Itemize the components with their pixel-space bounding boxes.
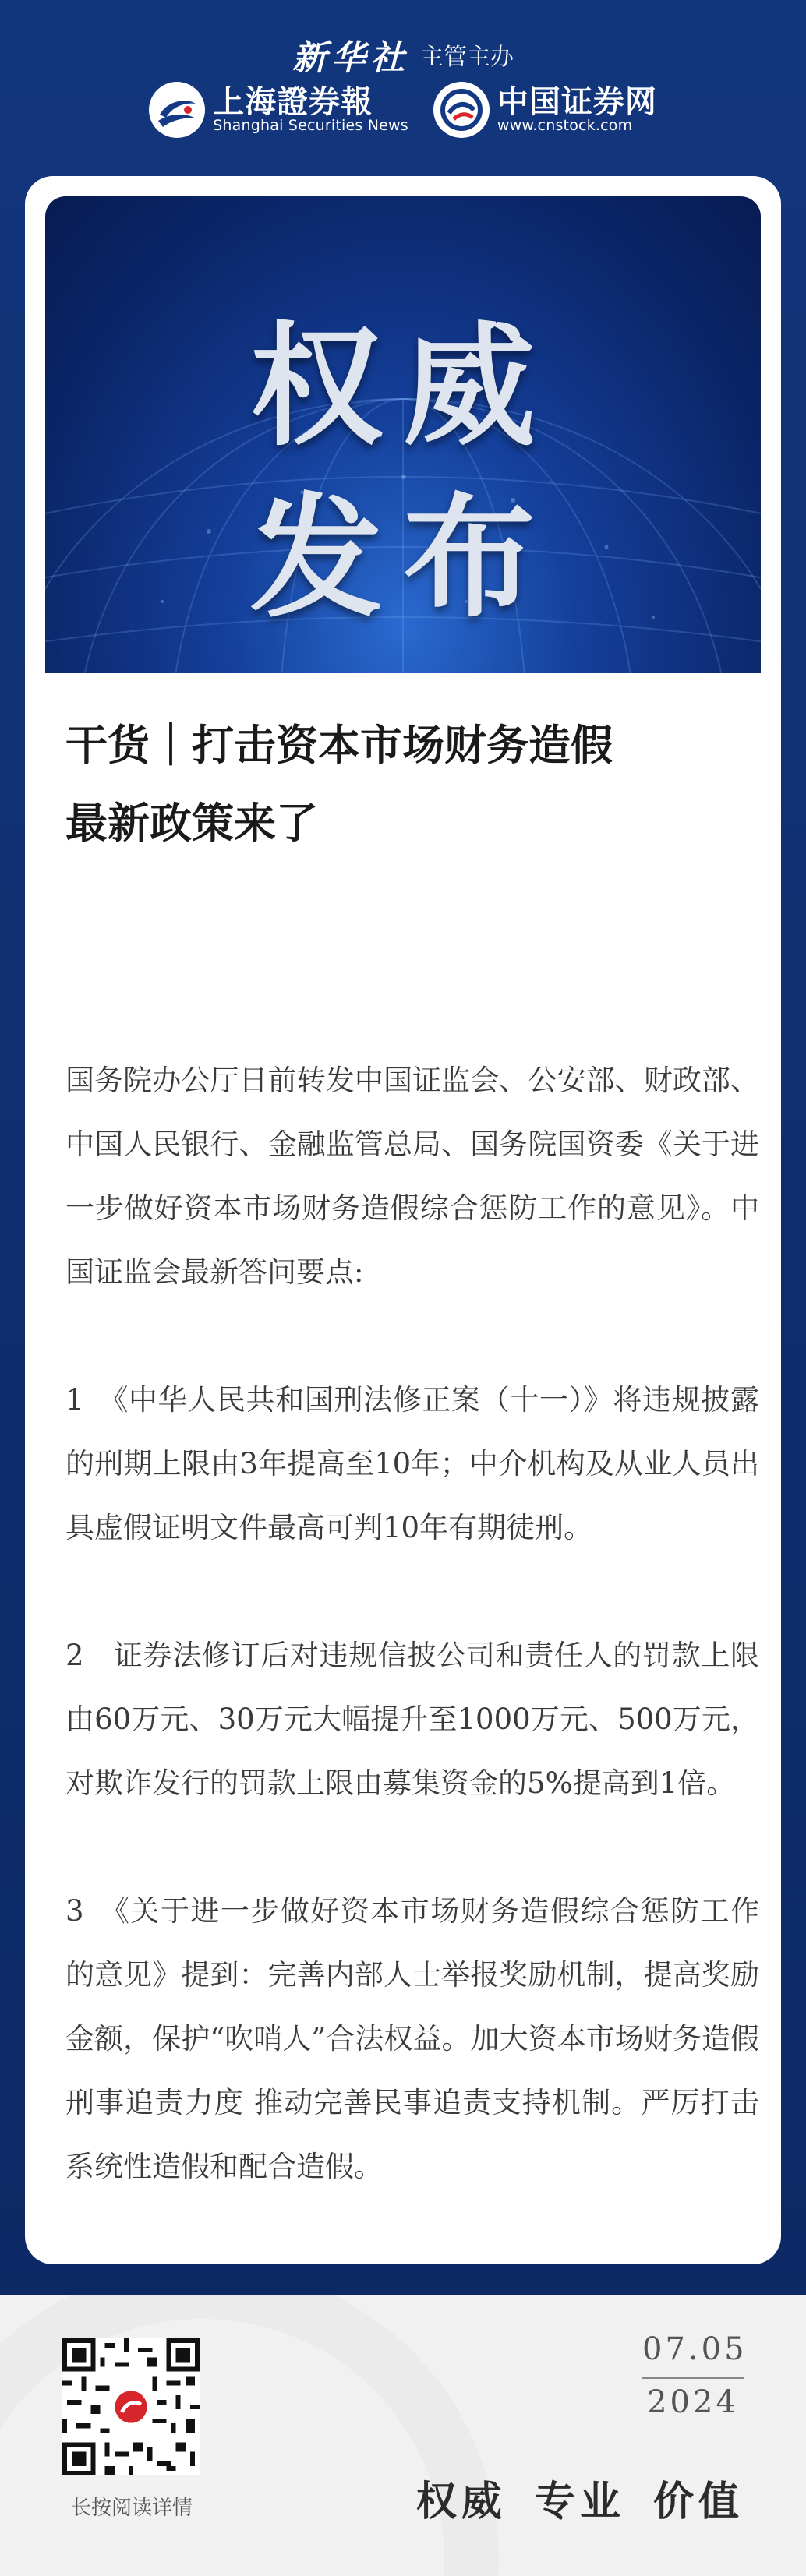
banner-title-line: 发布 xyxy=(249,482,556,636)
article-headline xyxy=(65,706,759,862)
sponsor-text: 主管主办 xyxy=(420,44,514,71)
banner-image xyxy=(45,196,761,673)
brand-cnstock xyxy=(433,82,657,138)
brand-name-en: www.cnstock.com xyxy=(497,117,633,135)
banner-title xyxy=(45,302,761,644)
article-point-1: 1 《中华人民共和国刑法修正案（十一）》将违规披露的刑期上限由3年提高至10年；中介机构及从业人员出具虚假证明文件最高可判10年有期徒刑。 xyxy=(65,1383,759,1544)
sse-swoosh-icon xyxy=(149,82,205,138)
article-body xyxy=(65,1049,759,2263)
brand-name-cn: 上海證券報 xyxy=(213,84,373,121)
brand-shanghai-securities-news xyxy=(149,82,408,138)
qr-code-icon[interactable] xyxy=(62,2338,200,2475)
brand-name-en: Shanghai Securities News xyxy=(213,117,408,135)
footer xyxy=(0,2295,806,2576)
qr-caption: 长按阅读详情 xyxy=(70,2497,193,2520)
publisher-row xyxy=(0,30,806,79)
xinhua-logo: 新华社 xyxy=(292,38,409,78)
date-year: 2024 xyxy=(647,2384,739,2420)
article-point-2: 2 证券法修订后对违规信披公司和责任人的罚款上限由60万元、30万元大幅提升至1000万元、500万元，对欺诈发行的罚款上限由募集资金的5%提高到1倍。 xyxy=(65,1639,759,1800)
banner-title-line: 权威 xyxy=(249,310,556,464)
slogan: 权威 专业 价值 xyxy=(415,2478,744,2525)
article-card xyxy=(25,176,781,2264)
article-point-3: 3 《关于进一步做好资本市场财务造假综合惩防工作的意见》提到：完善内部人士举报奖励机制，提高奖励金额，保护“吹哨人”合法权益。加大资本市场财务造假刑事追责力度 推动完善民事追责支持机制。严厉打击系统性造假和配合造假。 xyxy=(65,1894,759,2183)
brand-name-cn: 中国证券网 xyxy=(497,84,657,121)
cnstock-globe-icon xyxy=(433,82,490,138)
headline-line: 干货｜打击资本市场财务造假 xyxy=(65,720,613,770)
date-month-day: 07.05 xyxy=(642,2331,748,2367)
headline-line: 最新政策来了 xyxy=(65,798,318,848)
header xyxy=(0,0,806,179)
date-divider xyxy=(642,2377,744,2379)
brand-row xyxy=(0,82,806,138)
article-intro: 国务院办公厅日前转发中国证监会、公安部、财政部、中国人民银行、金融监管总局、国务院国资委《关于进一步做好资本市场财务造假综合惩防工作的意见》。中国证监会最新答问要点: xyxy=(65,1064,759,1289)
